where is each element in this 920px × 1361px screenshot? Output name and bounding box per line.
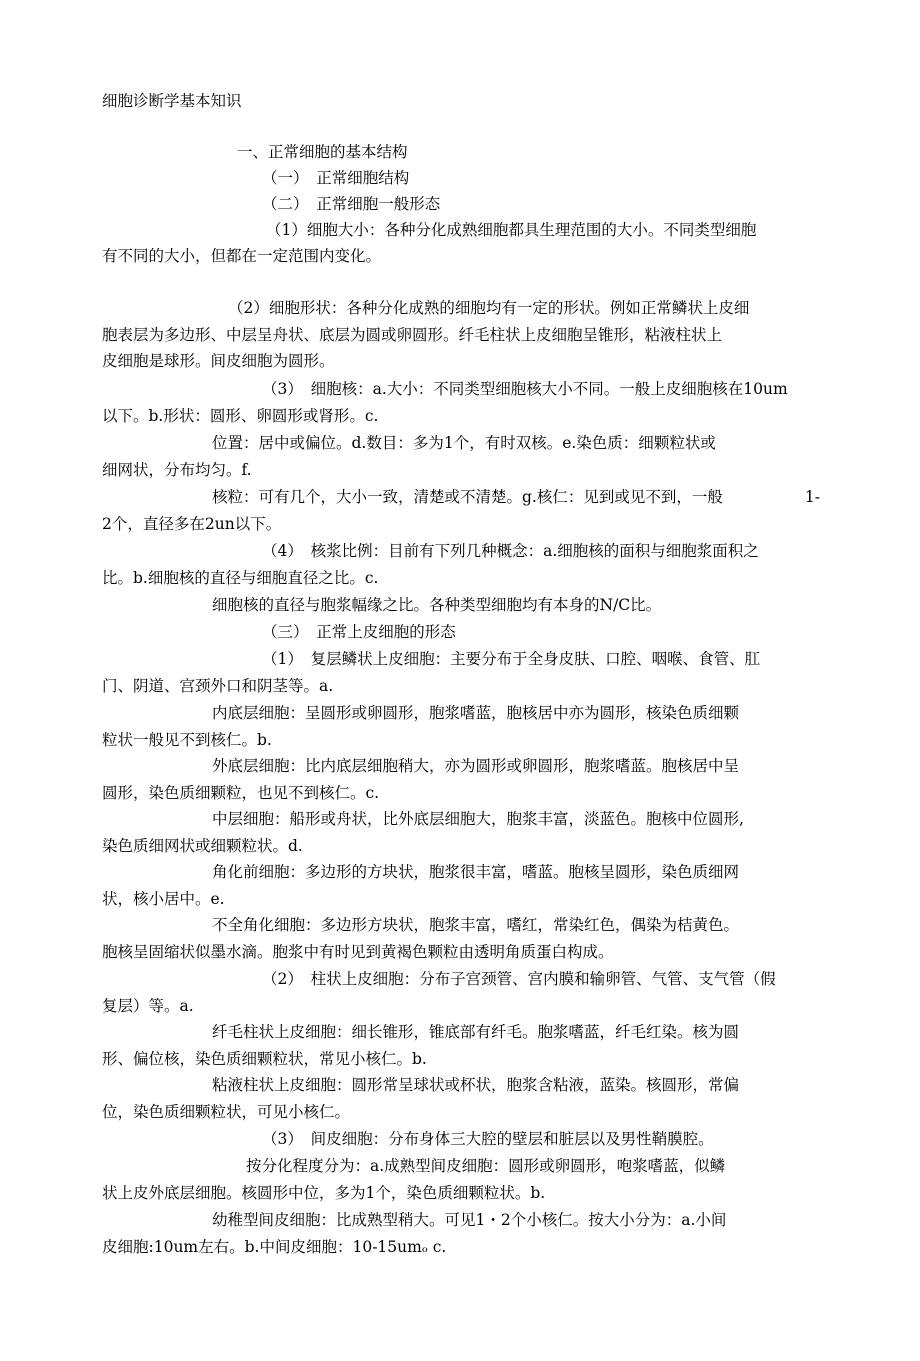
paragraph-line: （2）细胞形状：各种分化成熟的细胞均有一定的形状。例如正常鳞状上皮细 bbox=[228, 299, 750, 317]
paragraph-line: 内底层细胞：呈圆形或卵圆形，胞浆嗜蓝，胞核居中亦为圆形，核染色质细颗 bbox=[212, 704, 740, 722]
paragraph-line: 比。b.细胞核的直径与细胞直径之比。c. bbox=[102, 569, 379, 587]
paragraph-line: （4） 核浆比例：目前有下列几种概念：a.细胞核的面积与细胞浆面积之 bbox=[262, 542, 759, 560]
paragraph-line: 细胞核的直径与胞浆幅缘之比。各种类型细胞均有本身的N/C比。 bbox=[212, 596, 662, 614]
paragraph-line: 以下。b.形状：圆形、卵圆形或肾形。c. bbox=[102, 407, 379, 425]
paragraph-line: （2） 柱状上皮细胞：分布子宫颈管、宫内膜和输卵管、气管、支气管（假 bbox=[262, 970, 776, 988]
line-end-fragment: 1- bbox=[804, 488, 820, 506]
subsection-heading: （一） 正常细胞结构 bbox=[262, 169, 410, 187]
paragraph-line: 中层细胞：船形或舟状，比外底层细胞大，胞浆丰富，淡蓝色。胞核中位圆形, bbox=[212, 810, 744, 828]
subsection-heading: （二） 正常细胞一般形态 bbox=[262, 195, 441, 213]
paragraph-line: 复层）等。a. bbox=[102, 997, 194, 1015]
paragraph-line: （3） 细胞核：a.大小：不同类型细胞核大小不同。一般上皮细胞核在10um bbox=[262, 380, 788, 398]
paragraph-line: 染色质细网状或细颗粒状。d. bbox=[102, 837, 303, 855]
subsection-heading: （三） 正常上皮细胞的形态 bbox=[262, 623, 456, 641]
paragraph-line: 纤毛柱状上皮细胞：细长锥形，锥底部有纤毛。胞浆嗜蓝，纤毛红染。核为圆 bbox=[212, 1023, 740, 1041]
paragraph-line: 粒状一般见不到核仁。b. bbox=[102, 731, 272, 749]
paragraph-line: 形、偏位核，染色质细颗粒状，常见小核仁。b. bbox=[102, 1050, 427, 1068]
paragraph-line: 胞表层为多边形、中层呈舟状、底层为圆或卵圆形。纤毛柱状上皮细胞呈锥形，粘液柱状上 bbox=[102, 326, 723, 344]
paragraph-line: 状上皮外底层细胞。核圆形中位，多为1个，染色质细颗粒状。b. bbox=[102, 1184, 546, 1202]
paragraph-line: 外底层细胞：比内底层细胞稍大，亦为圆形或卵圆形，胞浆嗜蓝。胞核居中呈 bbox=[212, 757, 740, 775]
paragraph-line: 细网状，分布均匀。f. bbox=[102, 461, 252, 479]
paragraph-line: （1） 复层鳞状上皮细胞：主要分布于全身皮肤、口腔、咽喉、食管、肛 bbox=[262, 650, 761, 668]
section-heading-1: 一、正常细胞的基本结构 bbox=[237, 143, 408, 161]
paragraph-line: 核粒：可有几个，大小一致，清楚或不清楚。g.核仁：见到或见不到，一般 bbox=[212, 488, 723, 506]
paragraph-line: 皮细胞:10um左右。b.中间皮细胞：10-15umₒ c. bbox=[102, 1238, 447, 1256]
paragraph-line: 有不同的大小，但都在一定范围内变化。 bbox=[102, 247, 382, 265]
paragraph-line: 不全角化细胞：多边形方块状，胞浆丰富，嗜红，常染红色，偶染为桔黄色。 bbox=[212, 916, 740, 934]
paragraph-line: 皮细胞是球形。间皮细胞为圆形。 bbox=[102, 352, 335, 370]
paragraph-line: 状，核小居中。e. bbox=[102, 890, 225, 908]
paragraph-line: 门、阴道、宫颈外口和阴茎等。a. bbox=[102, 677, 334, 695]
paragraph-line: 圆形，染色质细颗粒，也见不到核仁。c. bbox=[102, 784, 380, 802]
paragraph-line: （3） 间皮细胞：分布身体三大腔的壁层和脏层以及男性鞘膜腔。 bbox=[262, 1130, 714, 1148]
paragraph-line: 角化前细胞：多边形的方块状，胞浆很丰富，嗜蓝。胞核呈圆形，染色质细网 bbox=[212, 863, 740, 881]
paragraph-line: 2个，直径多在2un以下。 bbox=[102, 515, 282, 533]
paragraph-line: （1）细胞大小：各种分化成熟细胞都具生理范围的大小。不同类型细胞 bbox=[266, 221, 757, 239]
document-title: 细胞诊断学基本知识 bbox=[102, 92, 242, 110]
paragraph-line: 粘液柱状上皮细胞：圆形常呈球状或杯状，胞浆含粘液，蓝染。核圆形，常偏 bbox=[212, 1076, 740, 1094]
paragraph-line: 按分化程度分为：a.成熟型间皮细胞：圆形或卵圆形，咆浆嗜蓝，似鳞 bbox=[246, 1157, 726, 1175]
paragraph-line: 位，染色质细颗粒状，可见小核仁。 bbox=[102, 1103, 351, 1121]
paragraph-line: 幼稚型间皮细胞：比成熟型稍大。可见1・2个小核仁。按大小分为：a.小间 bbox=[212, 1211, 727, 1229]
paragraph-line: 位置：居中或偏位。d.数目：多为1个，有时双核。e.染色质：细颗粒状或 bbox=[212, 434, 716, 452]
paragraph-line: 胞核呈固缩状似墨水滴。胞浆中有时见到黄褐色颗粒由透明角质蛋白构成。 bbox=[102, 943, 614, 961]
